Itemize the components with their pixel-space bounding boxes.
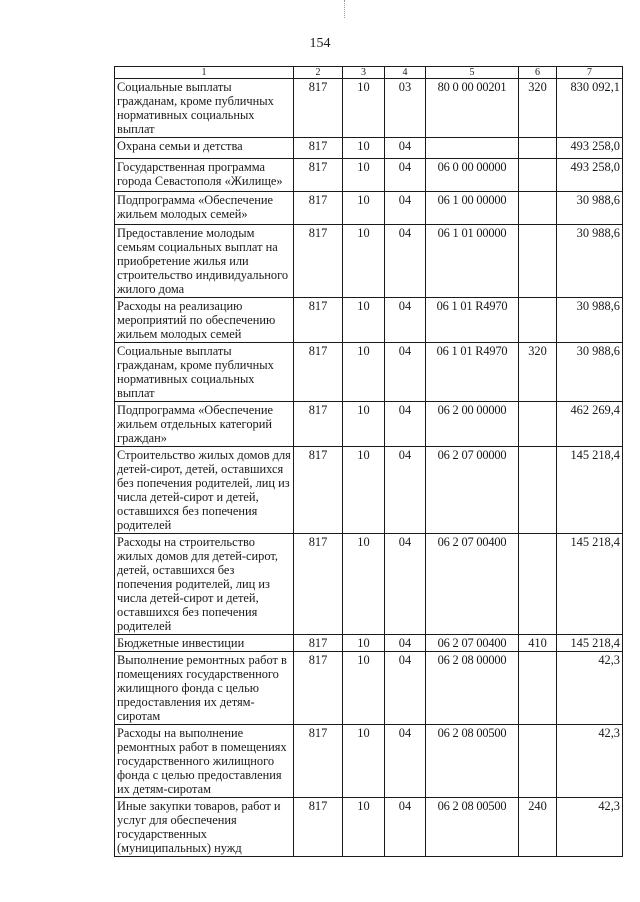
ved-code: 817 [294,798,343,857]
target-code: 06 2 07 00400 [426,635,519,652]
section-code: 10 [343,298,385,343]
amount: 42,3 [557,652,623,725]
header-cell: 4 [385,67,426,79]
expense-type-code [519,534,557,635]
table-row [115,298,623,343]
section-code: 10 [343,534,385,635]
expense-type-code [519,225,557,298]
expense-name: Иные закупки товаров, работ и услуг для обеспечения государственных (муниципальных) нужд [115,798,294,857]
target-code: 06 1 01 R4970 [426,343,519,402]
expense-type-code [519,138,557,159]
expense-name: Расходы на реализацию мероприятий по обеспечению жильем молодых семей [115,298,294,343]
subsection-code: 04 [385,725,426,798]
expense-type-code: 320 [519,343,557,402]
table-row [115,343,623,402]
expense-type-code [519,652,557,725]
target-code: 06 1 01 R4970 [426,298,519,343]
table-row [115,402,623,447]
expense-type-code [519,159,557,192]
target-code: 06 2 08 00000 [426,652,519,725]
amount: 30 988,6 [557,298,623,343]
amount: 493 258,0 [557,159,623,192]
amount: 830 092,1 [557,79,623,138]
expense-type-code [519,725,557,798]
ved-code: 817 [294,192,343,225]
amount: 30 988,6 [557,343,623,402]
subsection-code: 04 [385,138,426,159]
subsection-code: 04 [385,635,426,652]
table-row [115,79,623,138]
header-cell: 5 [426,67,519,79]
header-row [115,67,623,79]
table-row [115,534,623,635]
expense-type-code [519,402,557,447]
expense-type-code: 410 [519,635,557,652]
ved-code: 817 [294,138,343,159]
expense-name: Выполнение ремонтных работ в помещениях государственного жилищного фонда с целью предоставления их детям-сиротам [115,652,294,725]
expense-name: Социальные выплаты гражданам, кроме публичных нормативных социальных выплат [115,79,294,138]
expense-name: Подпрограмма «Обеспечение жильем отдельных категорий граждан» [115,402,294,447]
subsection-code: 04 [385,534,426,635]
ved-code: 817 [294,343,343,402]
table-row [115,192,623,225]
target-code: 06 2 00 00000 [426,402,519,447]
subsection-code: 04 [385,447,426,534]
table-row [115,159,623,192]
section-code: 10 [343,192,385,225]
subsection-code: 04 [385,159,426,192]
ved-code: 817 [294,402,343,447]
table-row [115,447,623,534]
subsection-code: 04 [385,298,426,343]
subsection-code: 04 [385,798,426,857]
table-row [115,635,623,652]
table-row [115,798,623,857]
ved-code: 817 [294,298,343,343]
header-cell: 2 [294,67,343,79]
amount: 145 218,4 [557,447,623,534]
ved-code: 817 [294,534,343,635]
ved-code: 817 [294,159,343,192]
ved-code: 817 [294,652,343,725]
amount: 493 258,0 [557,138,623,159]
expense-name: Подпрограмма «Обеспечение жильем молодых семей» [115,192,294,225]
expense-name: Государственная программа города Севастополя «Жилище» [115,159,294,192]
ved-code: 817 [294,79,343,138]
target-code [426,138,519,159]
ved-code: 817 [294,225,343,298]
header-cell: 1 [115,67,294,79]
section-code: 10 [343,652,385,725]
target-code: 06 2 07 00000 [426,447,519,534]
expense-name: Расходы на выполнение ремонтных работ в помещениях государственного жилищного фонда с целью предоставления их детям-сиротам [115,725,294,798]
expense-type-code: 240 [519,798,557,857]
subsection-code: 04 [385,402,426,447]
expense-name: Строительство жилых домов для детей-сирот, детей, оставшихся без попечения родителей, лиц из числа детей-сирот и детей, оставшихся без попечения родителей [115,447,294,534]
section-code: 10 [343,402,385,447]
page-number: 154 [309,36,331,51]
budget-table [114,66,623,857]
subsection-code: 03 [385,79,426,138]
amount: 42,3 [557,725,623,798]
target-code: 06 2 07 00400 [426,534,519,635]
section-code: 10 [343,225,385,298]
expense-name: Социальные выплаты гражданам, кроме публичных нормативных социальных выплат [115,343,294,402]
target-code: 06 1 00 00000 [426,192,519,225]
section-code: 10 [343,343,385,402]
expense-name: Охрана семьи и детства [115,138,294,159]
amount: 30 988,6 [557,192,623,225]
expense-name: Расходы на строительство жилых домов для детей-сирот, детей, оставшихся без попечения родителей, лиц из числа детей-сирот и детей, оставшихся без попечения родителей [115,534,294,635]
section-code: 10 [343,138,385,159]
table-row [115,138,623,159]
expense-type-code [519,447,557,534]
ved-code: 817 [294,725,343,798]
expense-name: Бюджетные инвестиции [115,635,294,652]
subsection-code: 04 [385,343,426,402]
target-code: 06 2 08 00500 [426,798,519,857]
header-cell: 6 [519,67,557,79]
header-cell: 7 [557,67,623,79]
header-cell: 3 [343,67,385,79]
table-row [115,652,623,725]
section-code: 10 [343,635,385,652]
ved-code: 817 [294,447,343,534]
table-row [115,725,623,798]
expense-type-code [519,192,557,225]
section-code: 10 [343,447,385,534]
amount: 30 988,6 [557,225,623,298]
amount: 145 218,4 [557,635,623,652]
target-code: 80 0 00 00201 [426,79,519,138]
section-code: 10 [343,798,385,857]
scan-mark [344,0,346,18]
expense-type-code: 320 [519,79,557,138]
target-code: 06 2 08 00500 [426,725,519,798]
subsection-code: 04 [385,192,426,225]
section-code: 10 [343,725,385,798]
amount: 145 218,4 [557,534,623,635]
subsection-code: 04 [385,225,426,298]
expense-type-code [519,298,557,343]
amount: 42,3 [557,798,623,857]
subsection-code: 04 [385,652,426,725]
expense-name: Предоставление молодым семьям социальных выплат на приобретение жилья или строительство индивидуального жилого дома [115,225,294,298]
section-code: 10 [343,79,385,138]
amount: 462 269,4 [557,402,623,447]
section-code: 10 [343,159,385,192]
target-code: 06 1 01 00000 [426,225,519,298]
table-row [115,225,623,298]
ved-code: 817 [294,635,343,652]
target-code: 06 0 00 00000 [426,159,519,192]
